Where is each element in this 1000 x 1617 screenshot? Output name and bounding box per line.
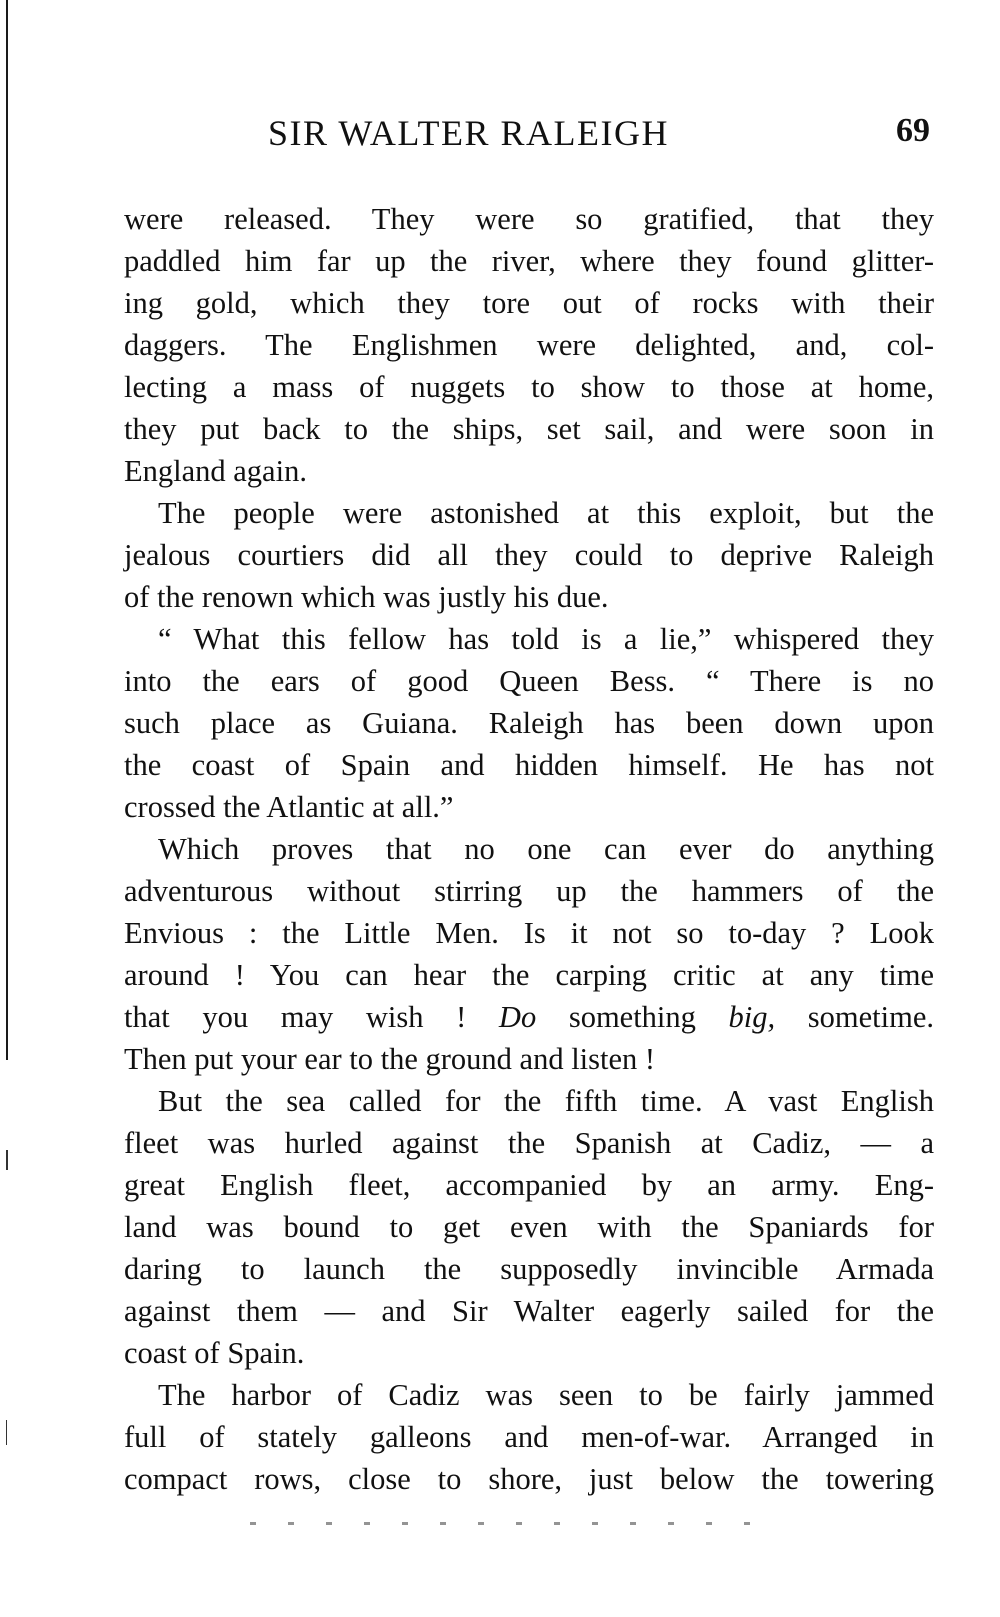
text-segment: daggers. The Englishmen were delighted, and, col- <box>124 328 934 362</box>
text-line <box>124 828 934 870</box>
text-segment: lecting a mass of nuggets to show to those at home, <box>124 370 934 404</box>
text-line <box>124 954 934 996</box>
text-segment: England again. <box>124 454 307 488</box>
text-segment: ing gold, which they tore out of rocks with their <box>124 286 934 320</box>
text-segment: paddled him far up the river, where they found glitter- <box>124 244 934 278</box>
text-segment: The people were astonished at this exploit, but the <box>158 496 934 530</box>
page-binding-edge-mark <box>6 1420 7 1445</box>
text-segment: were released. They were so gratified, that they <box>124 202 934 236</box>
text-line <box>124 1080 934 1122</box>
text-segment: against them — and Sir Walter eagerly sailed for the <box>124 1294 934 1328</box>
text-segment: into the ears of good Queen Bess. “ There is no <box>124 664 934 698</box>
text-line <box>124 1416 934 1458</box>
text-line <box>124 1122 934 1164</box>
text-line <box>124 996 934 1038</box>
text-line <box>124 240 934 282</box>
text-segment: the coast of Spain and hidden himself. He has not <box>124 748 934 782</box>
italic-text: big, <box>728 1000 776 1034</box>
text-line <box>124 870 934 912</box>
text-segment: something <box>536 1000 729 1034</box>
text-segment: The harbor of Cadiz was seen to be fairly jammed <box>158 1378 934 1412</box>
text-segment: sometime. <box>775 1000 934 1034</box>
text-segment: “ What this fellow has told is a lie,” whispered they <box>158 622 934 656</box>
text-segment: full of stately galleons and men-of-war. Arranged in <box>124 1420 934 1454</box>
text-segment: Envious : the Little Men. Is it not so to-day ? Look <box>124 916 934 950</box>
text-line <box>124 450 934 492</box>
italic-text: Do <box>498 1000 537 1034</box>
text-line <box>124 1290 934 1332</box>
text-segment: Which proves that no one can ever do anything <box>158 832 934 866</box>
text-line <box>124 1458 934 1500</box>
text-line <box>124 492 934 534</box>
text-line <box>124 1332 934 1374</box>
text-segment: adventurous without stirring up the hammers of the <box>124 874 934 908</box>
text-line <box>124 618 934 660</box>
text-segment: that you may wish ! <box>124 1000 499 1034</box>
text-line <box>124 744 934 786</box>
page-binding-edge-mark <box>6 1150 8 1170</box>
text-segment: land was bound to get even with the Spaniards for <box>124 1210 934 1244</box>
text-segment: they put back to the ships, set sail, and were soon in <box>124 412 934 446</box>
text-line <box>124 534 934 576</box>
text-segment: of the renown which was justly his due. <box>124 580 609 614</box>
text-line <box>124 408 934 450</box>
text-line <box>124 912 934 954</box>
text-line <box>124 1374 934 1416</box>
text-segment: fleet was hurled against the Spanish at Cadiz, — a <box>124 1126 934 1160</box>
text-line <box>124 1038 934 1080</box>
text-segment: such place as Guiana. Raleigh has been down upon <box>124 706 934 740</box>
running-title: SIR WALTER RALEIGH <box>268 113 670 153</box>
text-segment: jealous courtiers did all they could to deprive Raleigh <box>124 538 934 572</box>
text-segment: Then put your ear to the ground and listen ! <box>124 1042 656 1076</box>
text-segment: But the sea called for the fifth time. A vast English <box>158 1084 934 1118</box>
text-line <box>124 702 934 744</box>
page-binding-edge <box>6 0 8 1060</box>
text-segment: daring to launch the supposedly invincible Armada <box>124 1252 934 1286</box>
text-line <box>124 366 934 408</box>
text-segment: compact rows, close to shore, just below the towering <box>124 1462 934 1496</box>
text-segment: coast of Spain. <box>124 1336 305 1370</box>
text-line <box>124 576 934 618</box>
text-line <box>124 1164 934 1206</box>
text-segment: around ! You can hear the carping critic at any time <box>124 958 934 992</box>
text-segment: crossed the Atlantic at all.” <box>124 790 454 824</box>
text-line <box>124 324 934 366</box>
text-line <box>124 1206 934 1248</box>
text-line <box>124 660 934 702</box>
text-line <box>124 282 934 324</box>
text-segment: great English fleet, accompanied by an army. Eng- <box>124 1168 934 1202</box>
text-line <box>124 786 934 828</box>
scan-artifact-divider <box>250 1522 750 1525</box>
running-header <box>120 112 940 152</box>
body-text <box>124 198 934 1500</box>
page-number: 69 <box>896 112 930 149</box>
text-line <box>124 1248 934 1290</box>
text-line <box>124 198 934 240</box>
